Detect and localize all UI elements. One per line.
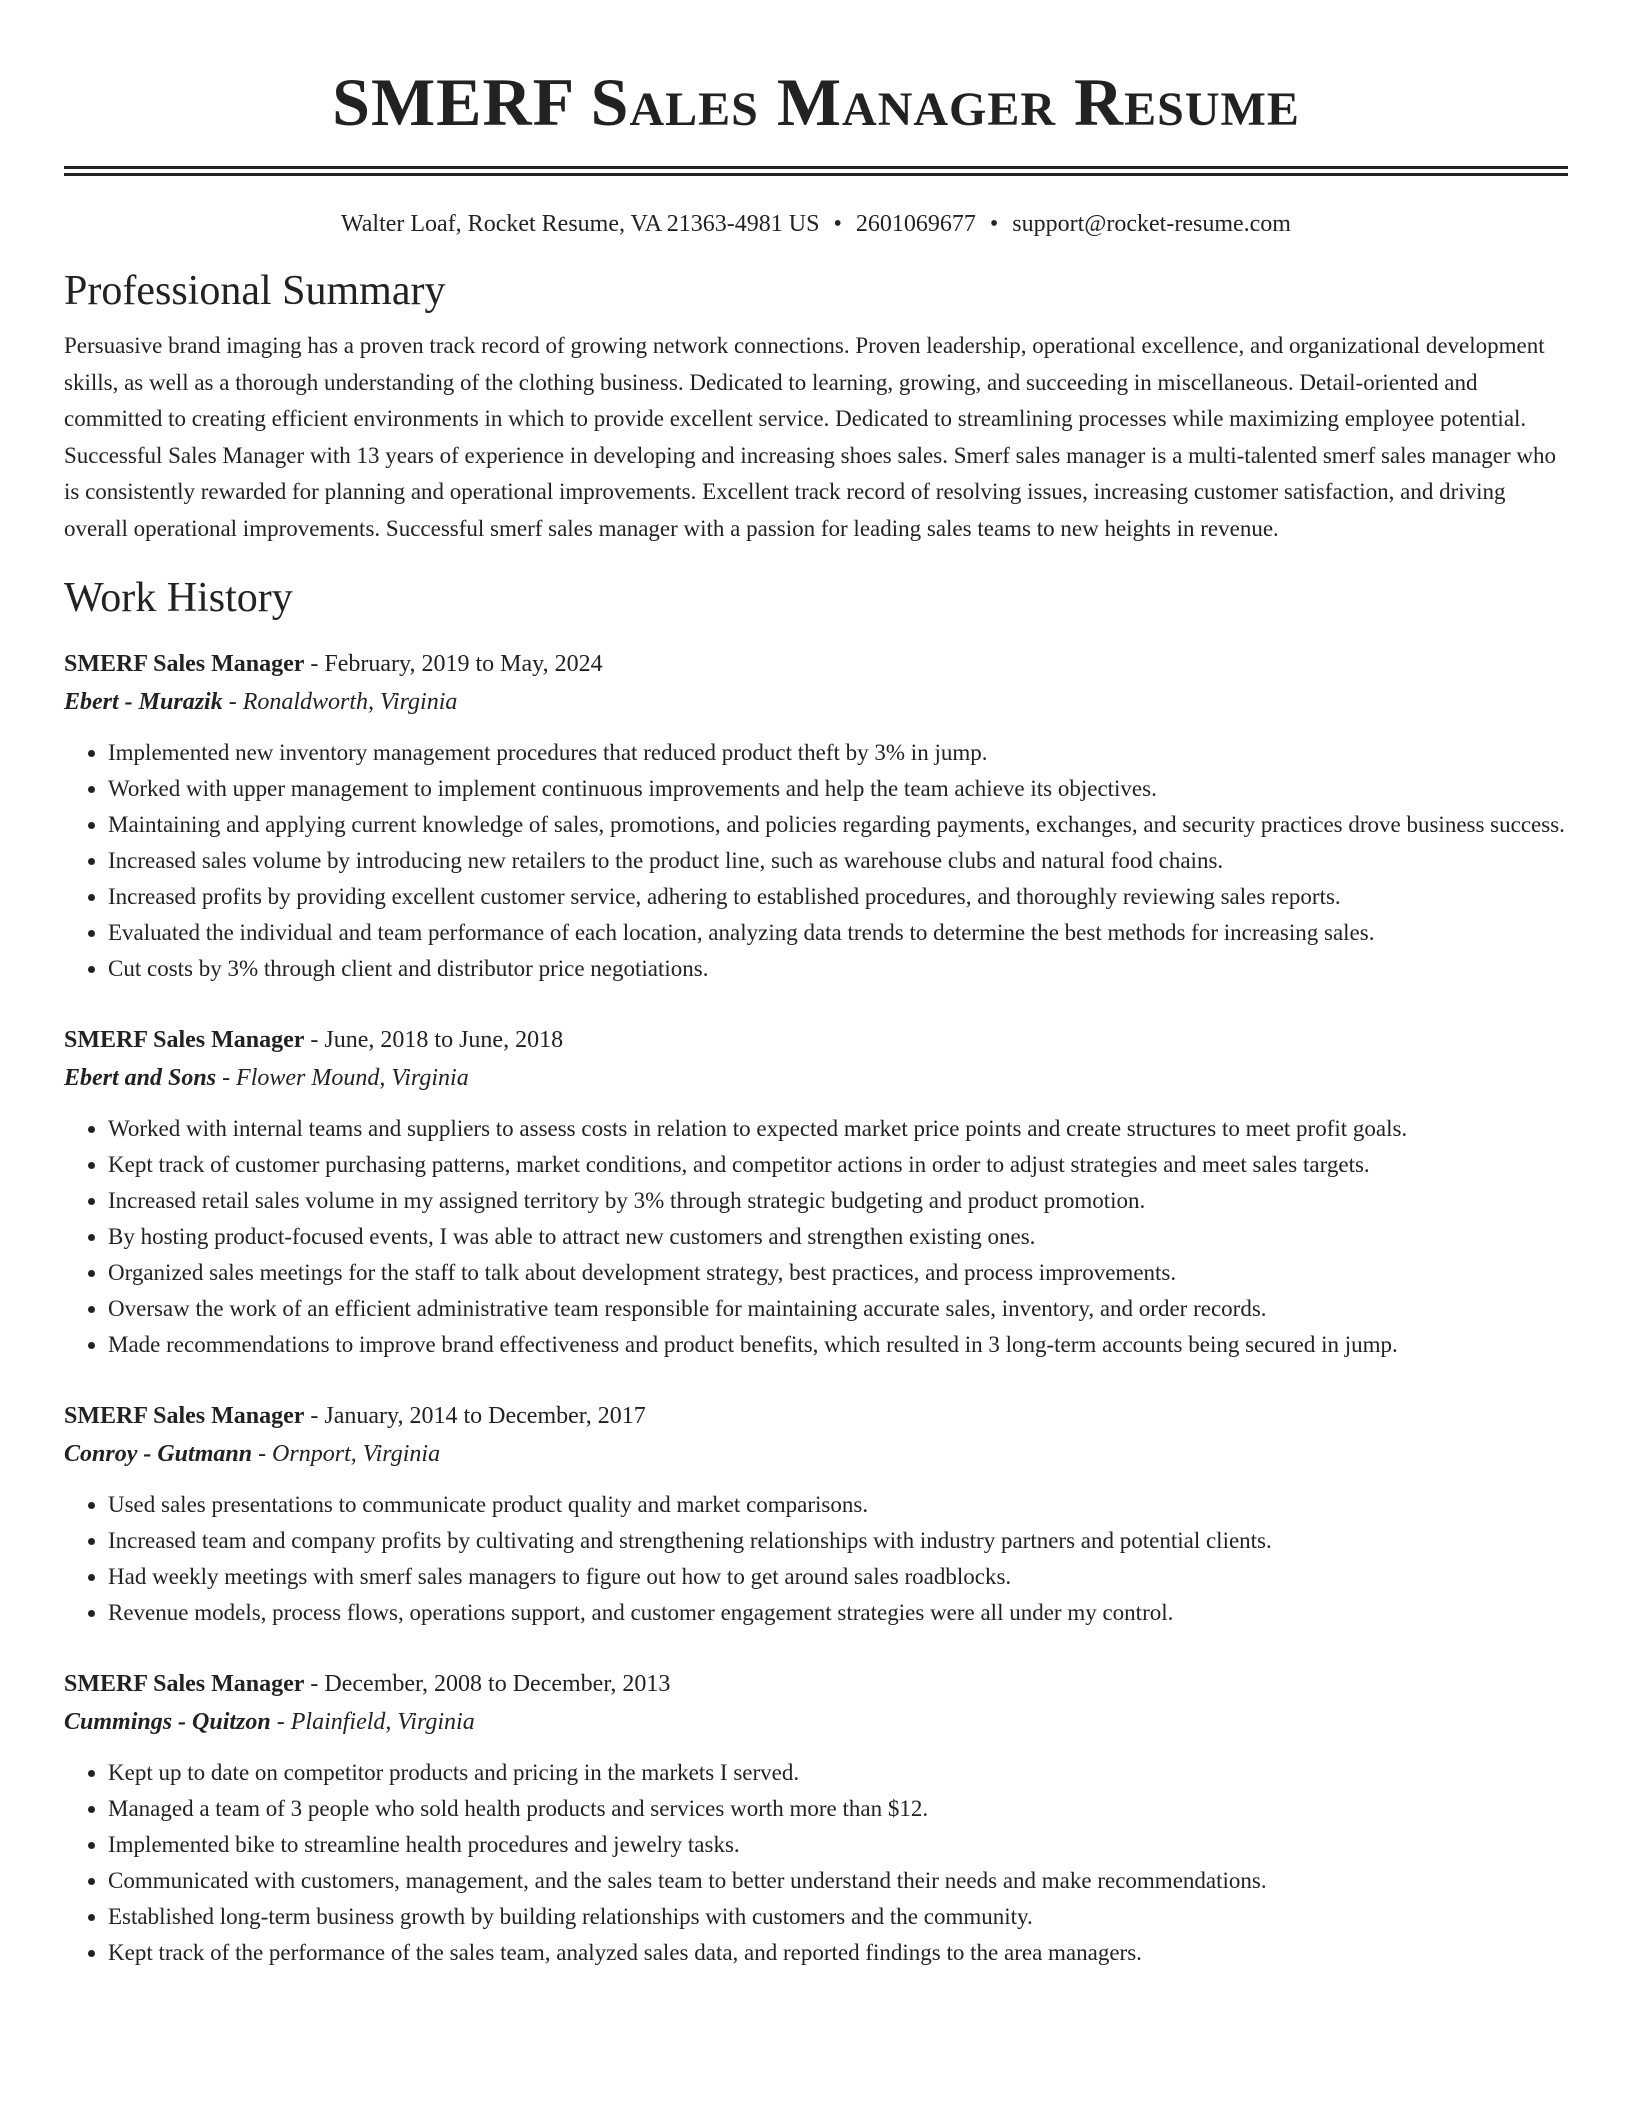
list-item: • Maintaining and applying current knowledge of sales, promotions, and policies regarding payments, exchanges, and security practices drove business success. [108, 807, 1568, 843]
list-item: • Evaluated the individual and team performance of each location, analyzing data trends to determine the best methods for increasing sales. [108, 915, 1568, 951]
company-name: Ebert and Sons [64, 1065, 217, 1091]
contact-separator: • [989, 211, 999, 237]
job-entry [64, 1021, 1568, 1363]
job-bullets [64, 1111, 1568, 1363]
resume-title: SMERF Sales Manager Resume [332, 64, 1300, 140]
contact-email: support@rocket-resume.com [1012, 211, 1291, 237]
job-header [64, 1021, 1568, 1059]
title-divider [64, 166, 1568, 176]
job-dates: - January, 2014 to December, 2017 [304, 1403, 646, 1429]
contact-separator: • [833, 211, 842, 237]
job-title: SMERF Sales Manager [64, 1403, 305, 1429]
list-item: • Used sales presentations to communicate product quality and market comparisons. [108, 1487, 1568, 1523]
list-item: • Cut costs by 3% through client and distributor price negotiations. [108, 951, 1568, 987]
job-header [64, 645, 1568, 683]
list-item: • Kept track of the performance of the sales team, analyzed sales data, and reported findings to the area managers. [108, 1935, 1568, 1971]
company-location: - Ronaldworth, Virginia [222, 689, 458, 715]
job-bullets [64, 735, 1568, 987]
company-name: Conroy - Gutmann [64, 1441, 253, 1467]
list-item: • Implemented new inventory management procedures that reduced product theft by 3% in jump. [108, 735, 1568, 771]
company-location: - Flower Mound, Virginia [216, 1065, 469, 1091]
list-item: • Increased profits by providing excellent customer service, adhering to established procedures, and thoroughly reviewing sales reports. [108, 879, 1568, 915]
resume-page [64, 0, 1568, 1971]
job-dates: - December, 2008 to December, 2013 [304, 1671, 671, 1697]
company-name: Cummings - Quitzon [64, 1709, 271, 1735]
list-item: • Implemented bike to streamline health procedures and jewelry tasks. [108, 1827, 1568, 1863]
list-item: • Kept track of customer purchasing patterns, market conditions, and competitor actions in order to adjust strategies and meet sales targets. [108, 1147, 1568, 1183]
job-title: SMERF Sales Manager [64, 1027, 305, 1053]
job-employer [64, 683, 1568, 721]
job-dates: - February, 2019 to May, 2024 [304, 651, 603, 677]
job-employer [64, 1059, 1568, 1097]
summary-section [64, 264, 1568, 547]
summary-text: Persuasive brand imaging has a proven track record of growing network connections. Proven leadership, operational excellence, and organizational development skills, as well as a thorough understanding of the clothing business. Dedicated to learning, growing, and succeeding in miscellaneous. Detail-oriented and committed to creating efficient environments in which to provide excellent service. Dedicated to streamlining processes while maximizing employee potential. Successful Sales Manager with 13 years of experience in developing and increasing shoes sales. Smerf sales manager is a multi-talented smerf sales manager who is consistently rewarded for planning and operational improvements. Excellent track record of resolving issues, increasing customer satisfaction, and driving overall operational improvements. Successful smerf sales manager with a passion for leading sales teams to new heights in revenue. [64, 333, 1556, 541]
list-item: • By hosting product-focused events, I was able to attract new customers and strengthen existing ones. [108, 1219, 1568, 1255]
contact-phone: 2601069677 [855, 211, 976, 237]
list-item: • Organized sales meetings for the staff to talk about development strategy, best practices, and process improvements. [108, 1255, 1568, 1291]
list-item: • Had weekly meetings with smerf sales managers to figure out how to get around sales roadblocks. [108, 1559, 1568, 1595]
list-item: • Established long-term business growth by building relationships with customers and the community. [108, 1899, 1568, 1935]
company-name: Ebert - Murazik [64, 689, 223, 715]
list-item: • Increased retail sales volume in my assigned territory by 3% through strategic budgeting and product promotion. [108, 1183, 1568, 1219]
job-title: SMERF Sales Manager [64, 651, 305, 677]
job-bullets [64, 1755, 1568, 1971]
company-location: - Ornport, Virginia [252, 1441, 441, 1467]
list-item: • Oversaw the work of an efficient administrative team responsible for maintaining accurate sales, inventory, and order records. [108, 1291, 1568, 1327]
contact-address: Walter Loaf, Rocket Resume, VA 21363-4981 US [341, 211, 820, 237]
work-history-heading: Work History [64, 575, 293, 621]
job-dates: - June, 2018 to June, 2018 [304, 1027, 564, 1053]
job-header [64, 1665, 1568, 1703]
list-item: • Managed a team of 3 people who sold health products and services worth more than $12. [108, 1791, 1568, 1827]
job-employer [64, 1703, 1568, 1741]
list-item: • Communicated with customers, management, and the sales team to better understand their needs and make recommendations. [108, 1863, 1568, 1899]
company-location: - Plainfield, Virginia [270, 1709, 475, 1735]
list-item: • Made recommendations to improve brand effectiveness and product benefits, which resulted in 3 long-term accounts being secured in jump. [108, 1327, 1568, 1363]
summary-heading: Professional Summary [64, 268, 446, 314]
job-entry [64, 1665, 1568, 1971]
list-item: • Increased sales volume by introducing new retailers to the product line, such as warehouse clubs and natural food chains. [108, 843, 1568, 879]
job-bullets [64, 1487, 1568, 1631]
list-item: • Worked with internal teams and suppliers to assess costs in relation to expected market price points and create structures to meet profit goals. [108, 1111, 1568, 1147]
job-entry [64, 1397, 1568, 1631]
list-item: • Increased team and company profits by cultivating and strengthening relationships with industry partners and potential clients. [108, 1523, 1568, 1559]
job-header [64, 1397, 1568, 1435]
list-item: • Revenue models, process flows, operations support, and customer engagement strategies were all under my control. [108, 1595, 1568, 1631]
job-title: SMERF Sales Manager [64, 1671, 305, 1697]
work-history-section [64, 571, 1568, 1971]
list-item: • Kept up to date on competitor products and pricing in the markets I served. [108, 1755, 1568, 1791]
list-item: • Worked with upper management to implement continuous improvements and help the team achieve its objectives. [108, 771, 1568, 807]
job-entry [64, 645, 1568, 987]
job-employer [64, 1435, 1568, 1473]
contact-line [64, 208, 1568, 240]
